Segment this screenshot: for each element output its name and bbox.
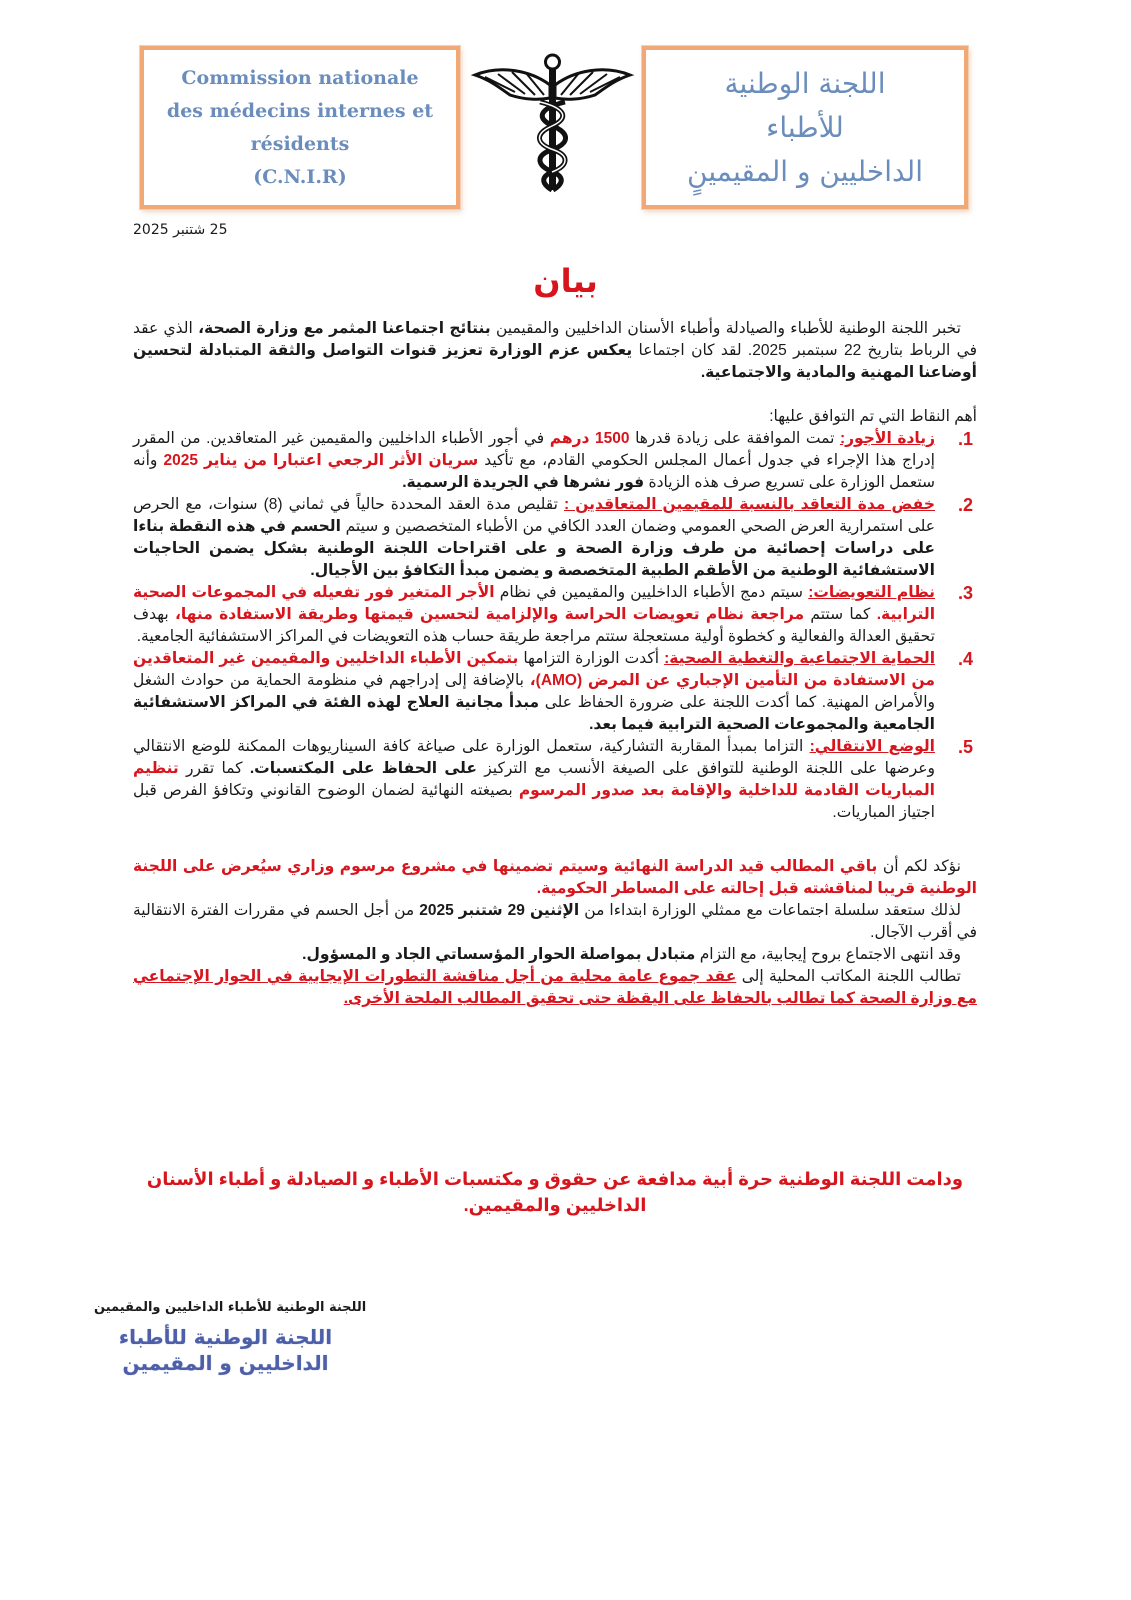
point-highlight: سريان الأثر الرجعي اعتبارا من يناير 2025 [163,452,479,469]
logo-fr-line-2: des médecins internes et [166,99,434,122]
point-number: 3. [957,583,973,603]
signature-label: اللجنة الوطنية للأطباء الداخليين والمقيمين [94,1300,367,1315]
document-date: 25 شتنبر 2025 [133,222,228,238]
point-heading: الوضع الانتقالي: [809,738,935,755]
point-text: بالإضافة إلى إدراجهم في منظومة الحماية من حوادث الشغل والأمراض المهنية. كما أكدت اللجنة على ضرورة الحفاظ على [133,672,936,711]
followup-paragraph-4 [133,966,977,1010]
point-item-4 [133,648,977,736]
followup-text: من أجل الحسم في مقررات الفترة الانتقالية في أقرب الآجال. [133,902,977,941]
followup-paragraph-1 [133,856,977,900]
point-emphasis: فور نشرها في الجريدة الرسمية. [402,474,645,491]
logo-fr-line-4: (C.N.I.R) [253,165,347,188]
logo-box-arabic [642,46,968,209]
logo-ar-line-3: الداخليين و المقيمينٍ [687,154,923,188]
stamp-line-2: الداخليين و المقيمين [122,1351,329,1375]
intro-emphasis: بنتائج اجتماعنا المثمر مع وزارة الصحة، [198,320,491,337]
point-text: تمت الموافقة على زيادة قدرها [629,430,840,447]
point-highlight: تنظيم المباريات القادمة للداخلية والإقامة بعد صدور المرسوم [133,760,935,799]
point-highlight: 1500 درهم [549,430,630,447]
logo-fr-line-1: Commission nationale [181,66,419,89]
point-emphasis: على الحفاظ على المكتسبات. [249,760,477,777]
followup-paragraph-2 [133,900,977,944]
point-text: كما ستتم [804,606,877,623]
point-emphasis: الحسم في هذه النقطة بناءا على دراسات إحصائية من طرف وزارة الصحة و على اقتراحات اللجنة الوطنية بشكل يضمن الحاجيات الاستشفائية الوطنية من الأطقم الطبية المتخصصة و يضمن مبدأ التكافؤ بين الأجيال. [133,518,935,579]
point-number: 4. [957,649,973,669]
followup-text: تطالب اللجنة المكاتب المحلية إلى [736,968,961,985]
point-item-1 [133,428,977,494]
point-text: تقليص مدة العقد المحددة حالياً في ثماني (8) سنوات، مع الحرص على استمرارية العرض الصحي العمومي وضمان العدد الكافي من الأطباء المتخصصين و سيتم [133,496,935,535]
document-title: بيان [533,262,598,300]
stamp-line-1: اللجنة الوطنية للأطباء [118,1325,333,1349]
closing-statement: ودامت اللجنة الوطنية حرة أبية مدافعة عن حقوق و مكتسبات الأطباء و الصيادلة و أطباء الأسنان الداخليين والمقيمين. [146,1169,964,1215]
point-text: أكدت الوزارة التزامها [518,650,665,667]
logo-box-french [140,46,460,209]
point-number: 1. [957,429,973,449]
point-text: بصيغته النهائية لضمان الوضوح القانوني وتكافؤ الفرص قبل اجتياز المباريات. [133,782,935,821]
point-heading: زيادة الأجور: [839,430,935,447]
followup-text: نؤكد لكم أن [877,858,961,875]
point-text: بهدف تحقيق العدالة والفعالية و كخطوة أولية مستعجلة ستتم مراجعة طريقة حساب هذه التعويضات في المراكز الاستشفائية الجامعية. [133,606,935,645]
point-highlight: بتمكين الأطباء الداخليين والمقيمين غير المتعاقدين من الاستفادة من التأمين الإجباري عن المرض (AMO)، [133,650,935,689]
point-item-5 [133,736,977,824]
statement-body [133,318,977,1010]
point-number: 2. [957,495,973,515]
point-heading: الحماية الاجتماعية والتغطية الصحية: [664,650,936,667]
point-highlight: الأجر المتغير فور تفعيله في المجموعات الصحية الترابية. [133,584,936,623]
followup-emphasis: متبادل بمواصلة الحوار المؤسساتي الجاد و المسؤول. [302,946,696,963]
followup-text: لذلك ستعقد سلسلة اجتماعات مع ممثلي الوزارة ابتداءا من [579,902,961,919]
point-item-3 [133,582,977,648]
point-text: كما تقرر [178,760,250,777]
intro-emphasis: يعكس عزم الوزارة تعزيز قنوات التواصل والثقة المتبادلة لتحسين أوضاعنا المهنية والمادية والاجتماعية. [133,342,977,381]
logo-ar-line-2: للأطباء [766,110,844,144]
followup-text: وقد انتهى الاجتماع بروح إيجابية، مع التزام [695,946,961,963]
caduceus-icon [470,50,635,200]
point-text: في أجور الأطباء الداخليين والمقيمين غير المتعاقدين. من المقرر إدراج هذا الإجراء في جدول أعمال المجلس الحكومي القادم، مع تأكيد [133,430,935,469]
logo-fr-line-3: résidents [250,132,350,155]
point-highlight: مراجعة نظام تعويضات الحراسة والإلزامية لتحسين قيمتها وطريقة الاستفادة منها، [174,606,805,623]
point-heading: خفض مدة التعاقد بالنسبة للمقيمين المتعاقدين : [564,496,935,513]
followup-emphasis: الإثنين 29 شتنبر 2025 [419,902,580,919]
point-text: التزاما بمبدأ المقاربة التشاركية، ستعمل الوزارة على صياغة كافة السيناريوهات الممكنة للوضع الانتقالي وعرضها على اللجنة الوطنية للتوافق على الصيغة الأنسب مع التركيز [133,738,935,777]
point-number: 5. [957,737,973,757]
intro-text: تخبر اللجنة الوطنية للأطباء والصيادلة وأطباء الأسنان الداخليين والمقيمين [490,320,961,337]
point-heading: نظام التعويضات: [808,584,936,601]
followup-highlight: عقد جموع عامة محلية من أجل مناقشة التطورات الإيجابية في الحوار الإجتماعي مع وزارة الصحة كما تطالب بالحفاظ على اليقظة حتى تحقيق المطالب الملحة الأخرى. [133,968,977,1007]
intro-paragraph [133,318,977,384]
followup-highlight: باقي المطالب قيد الدراسة النهائية وسيتم تضمينها في مشروع مرسوم وزاري سيُعرض على اللجنة الوطنية قريبا لمناقشته قبل إحالته على المساطر الحكومية. [133,858,977,897]
points-heading: أهم النقاط التي تم التوافق عليها: [769,408,977,425]
point-item-2 [133,494,977,582]
followup-paragraph-3 [133,944,977,966]
intro-text: الذي عقد في الرباط بتاريخ 22 سبتمبر 2025. لقد كان اجتماعا [133,320,978,359]
signature-stamp [103,1324,348,1376]
logo-ar-line-1: اللجنة الوطنية [724,66,886,100]
point-text: سيتم دمج الأطباء الداخليين والمقيمين في نظام [494,584,809,601]
point-emphasis: مبدأ مجانية العلاج لهذه الفئة في المراكز الاستشفائية الجامعية والمجموعات الصحية الترابية فيما بعد. [133,694,935,733]
point-text: وأنه ستعمل الوزارة على تسريع صرف هذه الزيادة [133,452,935,491]
